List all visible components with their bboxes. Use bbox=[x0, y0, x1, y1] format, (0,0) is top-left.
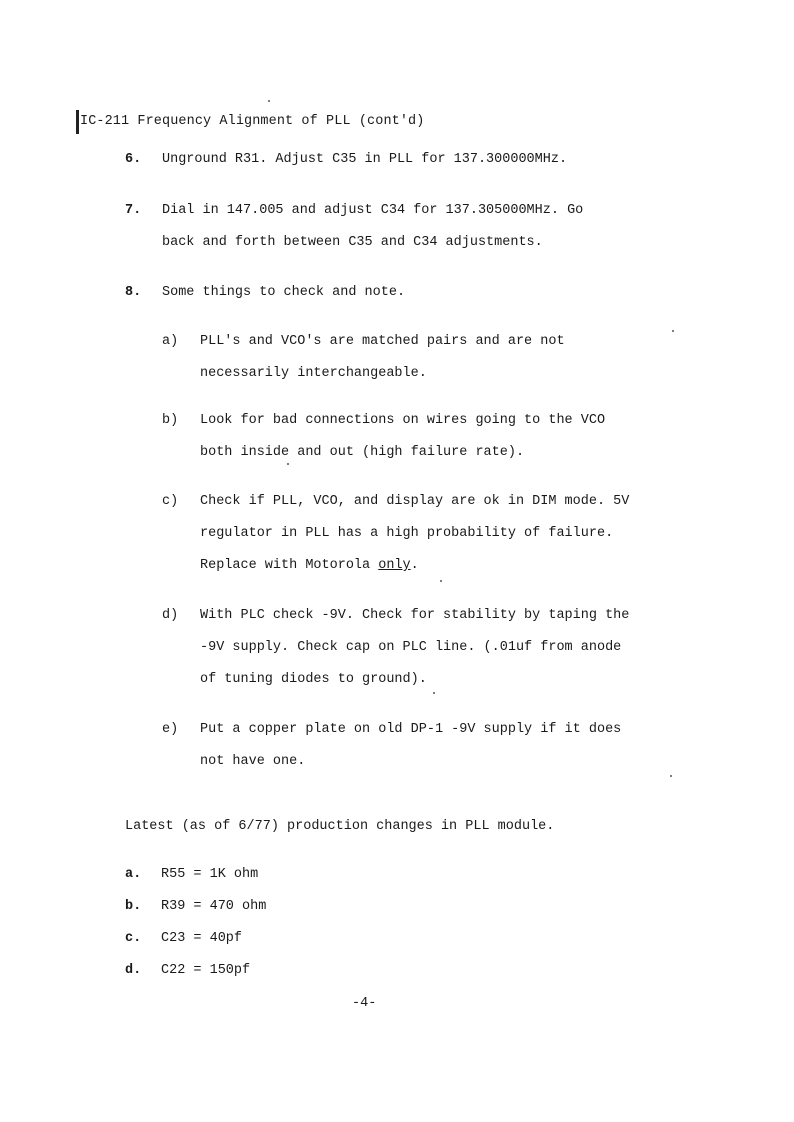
note-trailing: . bbox=[410, 558, 419, 573]
page-number: -4- bbox=[352, 996, 377, 1011]
scan-speck bbox=[440, 580, 442, 582]
note-text: regulator in PLL has a high probability of failure. bbox=[200, 526, 614, 541]
scan-speck bbox=[287, 463, 289, 465]
note-letter: d) bbox=[162, 608, 179, 623]
change-letter: c. bbox=[125, 931, 142, 946]
change-text: R55 = 1K ohm bbox=[161, 867, 259, 882]
change-text: C22 = 150pf bbox=[161, 963, 251, 978]
note-text: of tuning diodes to ground). bbox=[200, 672, 427, 687]
note-text: PLL's and VCO's are matched pairs and are not bbox=[200, 334, 565, 349]
step-number: 7. bbox=[125, 203, 142, 218]
note-text: both inside and out (high failure rate). bbox=[200, 445, 525, 460]
note-text: necessarily interchangeable. bbox=[200, 366, 427, 381]
note-text: not have one. bbox=[200, 754, 306, 769]
change-text: R39 = 470 ohm bbox=[161, 899, 267, 914]
change-letter: d. bbox=[125, 963, 142, 978]
change-letter: a. bbox=[125, 867, 142, 882]
change-text: C23 = 40pf bbox=[161, 931, 243, 946]
note-text: Replace with Motorola bbox=[200, 558, 379, 573]
scan-speck bbox=[672, 330, 674, 332]
step-text: back and forth between C35 and C34 adjustments. bbox=[162, 235, 543, 250]
note-letter: b) bbox=[162, 413, 179, 428]
note-letter: a) bbox=[162, 334, 179, 349]
scan-speck bbox=[433, 692, 435, 694]
step-text: Some things to check and note. bbox=[162, 285, 406, 300]
change-letter: b. bbox=[125, 899, 142, 914]
margin-mark bbox=[76, 110, 79, 134]
note-letter: c) bbox=[162, 494, 179, 509]
step-number: 8. bbox=[125, 285, 142, 300]
step-number: 6. bbox=[125, 152, 142, 167]
note-text-with-emphasis bbox=[200, 559, 419, 573]
note-text: Put a copper plate on old DP-1 -9V supply if it does bbox=[200, 722, 622, 737]
page-title: IC-211 Frequency Alignment of PLL (cont'd) bbox=[80, 114, 425, 129]
scan-speck bbox=[670, 775, 672, 777]
note-text: With PLC check -9V. Check for stability by taping the bbox=[200, 608, 630, 623]
note-letter: e) bbox=[162, 722, 179, 737]
scan-speck bbox=[268, 100, 270, 102]
step-text: Dial in 147.005 and adjust C34 for 137.305000MHz. Go bbox=[162, 203, 584, 218]
changes-heading: Latest (as of 6/77) production changes in PLL module. bbox=[125, 819, 555, 834]
note-text: -9V supply. Check cap on PLC line. (.01uf from anode bbox=[200, 640, 622, 655]
emphasis-underlined: only bbox=[378, 558, 411, 573]
step-text: Unground R31. Adjust C35 in PLL for 137.300000MHz. bbox=[162, 152, 568, 167]
note-text: Look for bad connections on wires going to the VCO bbox=[200, 413, 606, 428]
note-text: Check if PLL, VCO, and display are ok in DIM mode. 5V bbox=[200, 494, 630, 509]
